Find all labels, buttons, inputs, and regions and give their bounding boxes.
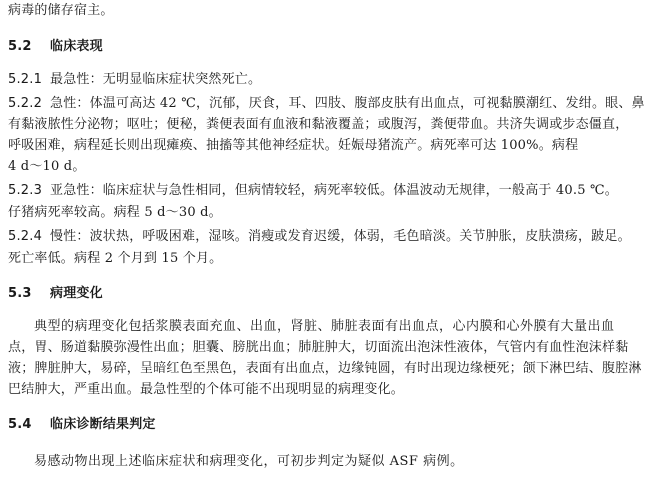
- clause-number: 5.2.2: [8, 96, 43, 111]
- clause-text: 最急性：无明显临床症状突然死亡。: [50, 72, 262, 87]
- clause-text: 慢性：波状热，呼吸困难，湿咳。消瘦或发育迟缓，体弱，毛色暗淡。关节肿胀，皮肤溃疡，跛足。: [50, 229, 631, 244]
- section-number: 5.4: [8, 417, 32, 432]
- section-number: 5.3: [8, 286, 32, 301]
- section-title: 病理变化: [50, 286, 103, 301]
- text-line-storage-host: 病毒的储存宿主。: [8, 3, 114, 18]
- section-heading-5-4: [8, 416, 660, 434]
- section-heading-5-3: [8, 285, 660, 303]
- clause-5-2-3-line-1: [8, 182, 660, 200]
- pathology-line-1: 典型的病理变化包括浆膜表面充血、出血，肾脏、肺脏表面有出血点，心内膜和心外膜有大量出血: [34, 319, 615, 334]
- pathology-line-3: 液；脾脏肿大，易碎，呈暗红色至黑色，表面有出血点，边缘钝圆，有时出现边缘梗死；颌下淋巴结、腹腔淋: [8, 361, 642, 376]
- clause-number: 5.2.1: [8, 72, 43, 87]
- clause-5-2-4-line-1: [8, 228, 660, 246]
- pathology-line-4: 巴结肿大，严重出血。最急性型的个体可能不出现明显的病理变化。: [8, 382, 405, 397]
- clause-5-2-3-line-2: 仔猪病死率较高。病程 5 d～30 d。: [8, 205, 222, 220]
- clause-number: 5.2.4: [8, 229, 43, 244]
- section-number: 5.2: [8, 39, 32, 54]
- clause-5-2-2-line-3: 呼吸困难，病程延长则出现瘫痪、抽搐等其他神经症状。妊娠母猪流产。病死率可达 100%。病程: [8, 138, 579, 153]
- section-heading-5-2: [8, 38, 660, 56]
- clause-5-2-4-line-2: 死亡率低。病程 2 个月到 15 个月。: [8, 251, 223, 266]
- clause-5-2-2-line-2: 有黏液脓性分泌物；呕吐；便秘，粪便表面有血液和黏液覆盖；或腹泻，粪便带血。共济失调或步态僵直，: [8, 117, 629, 132]
- clause-5-2-1: [8, 71, 660, 89]
- clause-text: 亚急性：临床症状与急性相同，但病情较轻，病死率较低。体温波动无规律，一般高于 40.5 ℃。: [50, 183, 618, 198]
- section-title: 临床表现: [50, 39, 103, 54]
- clause-5-2-2-line-4: 4 d～10 d。: [8, 159, 86, 174]
- clause-number: 5.2.3: [8, 183, 43, 198]
- clause-5-2-2-line-1: [8, 95, 660, 113]
- section-title: 临床诊断结果判定: [50, 417, 156, 432]
- clause-text: 急性：体温可高达 42 ℃，沉郁，厌食，耳、四肢、腹部皮肤有出血点，可视黏膜潮红、发绀。眼、鼻: [50, 96, 645, 111]
- pathology-line-2: 点，胃、肠道黏膜弥漫性出血；胆囊、膀胱出血；肺脏肿大，切面流出泡沫性液体，气管内有血性泡沫样黏: [8, 340, 629, 355]
- diagnosis-line-1: 易感动物出现上述临床症状和病理变化，可初步判定为疑似 ASF 病例。: [34, 454, 464, 469]
